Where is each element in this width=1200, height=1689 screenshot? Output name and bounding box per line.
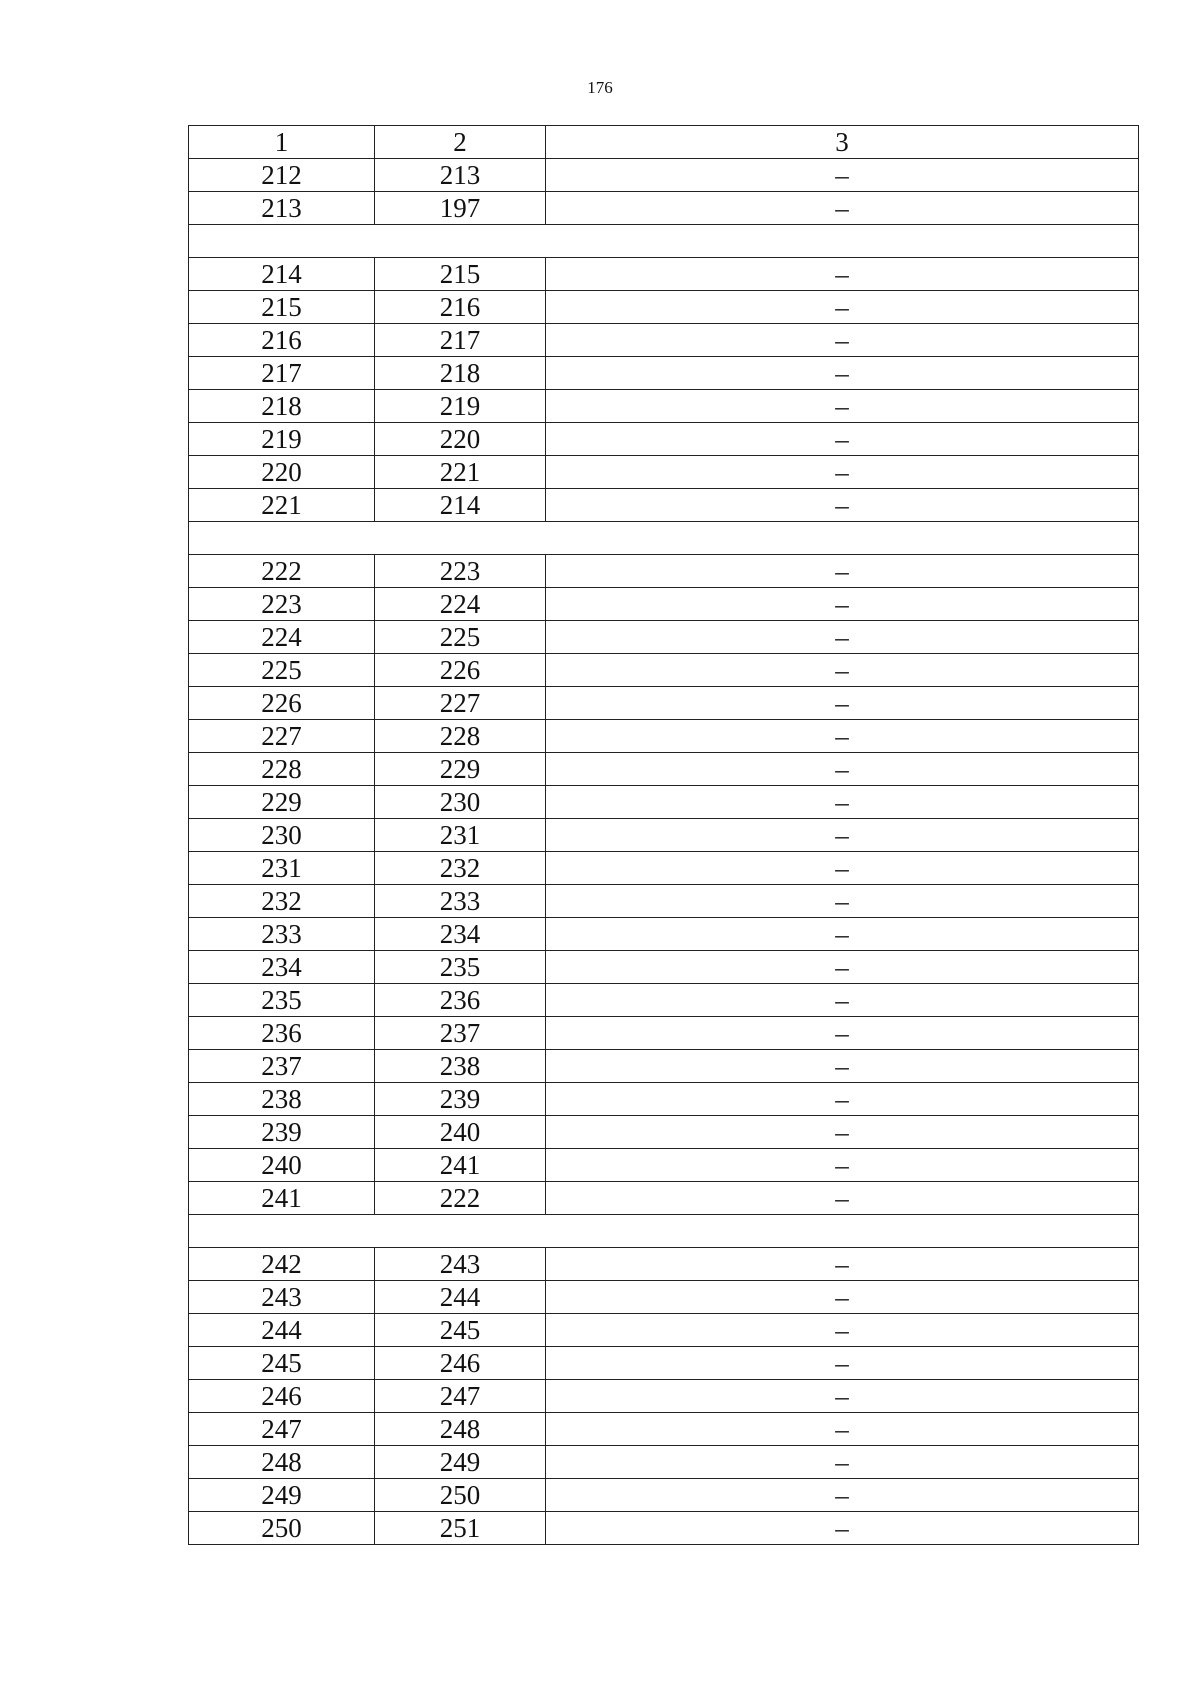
table-row [189, 786, 1139, 819]
cell-col3: – [546, 1248, 1139, 1281]
cell-col2: 238 [375, 1050, 546, 1083]
header-cell: 3 [546, 126, 1139, 159]
table-row [189, 1182, 1139, 1215]
cell-col3: – [546, 951, 1139, 984]
cell-col3: – [546, 753, 1139, 786]
cell-col1: 222 [189, 555, 375, 588]
cell-col1: 229 [189, 786, 375, 819]
table-row [189, 1413, 1139, 1446]
table-row [189, 456, 1139, 489]
cell-col2: 227 [375, 687, 546, 720]
cell-col2: 249 [375, 1446, 546, 1479]
cell-col3: – [546, 885, 1139, 918]
table-row [189, 489, 1139, 522]
group-separator-cell [189, 225, 1139, 258]
cell-col1: 220 [189, 456, 375, 489]
cell-col1: 221 [189, 489, 375, 522]
table-row [189, 390, 1139, 423]
cell-col3: – [546, 621, 1139, 654]
cell-col3: – [546, 291, 1139, 324]
table-row [189, 1050, 1139, 1083]
data-table [188, 125, 1139, 1545]
cell-col3: – [546, 159, 1139, 192]
cell-col2: 240 [375, 1116, 546, 1149]
cell-col3: – [546, 1479, 1139, 1512]
cell-col3: – [546, 852, 1139, 885]
cell-col3: – [546, 456, 1139, 489]
cell-col1: 245 [189, 1347, 375, 1380]
cell-col1: 219 [189, 423, 375, 456]
cell-col3: – [546, 687, 1139, 720]
cell-col1: 225 [189, 654, 375, 687]
group-separator-row [189, 522, 1139, 555]
cell-col2: 214 [375, 489, 546, 522]
cell-col3: – [546, 720, 1139, 753]
table-body [189, 126, 1139, 1545]
cell-col2: 234 [375, 918, 546, 951]
cell-col2: 197 [375, 192, 546, 225]
table-row [189, 324, 1139, 357]
group-separator-cell [189, 522, 1139, 555]
cell-col3: – [546, 1050, 1139, 1083]
cell-col1: 232 [189, 885, 375, 918]
group-separator-row [189, 1215, 1139, 1248]
cell-col3: – [546, 1380, 1139, 1413]
cell-col3: – [546, 1182, 1139, 1215]
cell-col2: 213 [375, 159, 546, 192]
cell-col2: 247 [375, 1380, 546, 1413]
cell-col1: 226 [189, 687, 375, 720]
cell-col2: 239 [375, 1083, 546, 1116]
cell-col2: 228 [375, 720, 546, 753]
table-row [189, 654, 1139, 687]
cell-col3: – [546, 1446, 1139, 1479]
cell-col3: – [546, 1017, 1139, 1050]
cell-col2: 235 [375, 951, 546, 984]
cell-col3: – [546, 588, 1139, 621]
table-row [189, 159, 1139, 192]
cell-col2: 223 [375, 555, 546, 588]
cell-col2: 237 [375, 1017, 546, 1050]
cell-col1: 216 [189, 324, 375, 357]
cell-col3: – [546, 555, 1139, 588]
cell-col1: 227 [189, 720, 375, 753]
cell-col2: 225 [375, 621, 546, 654]
table-row [189, 984, 1139, 1017]
cell-col3: – [546, 918, 1139, 951]
table-row [189, 1380, 1139, 1413]
cell-col2: 236 [375, 984, 546, 1017]
cell-col2: 215 [375, 258, 546, 291]
cell-col3: – [546, 1512, 1139, 1545]
table-row [189, 819, 1139, 852]
cell-col2: 231 [375, 819, 546, 852]
cell-col1: 223 [189, 588, 375, 621]
cell-col1: 247 [189, 1413, 375, 1446]
page-number: 176 [587, 78, 613, 97]
header-cell: 1 [189, 126, 375, 159]
cell-col2: 230 [375, 786, 546, 819]
cell-col1: 218 [189, 390, 375, 423]
cell-col1: 248 [189, 1446, 375, 1479]
table-row [189, 852, 1139, 885]
cell-col2: 216 [375, 291, 546, 324]
cell-col2: 248 [375, 1413, 546, 1446]
cell-col2: 250 [375, 1479, 546, 1512]
cell-col3: – [546, 654, 1139, 687]
cell-col2: 219 [375, 390, 546, 423]
cell-col2: 218 [375, 357, 546, 390]
table-row [189, 291, 1139, 324]
cell-col3: – [546, 390, 1139, 423]
cell-col2: 233 [375, 885, 546, 918]
cell-col1: 214 [189, 258, 375, 291]
cell-col2: 217 [375, 324, 546, 357]
cell-col2: 224 [375, 588, 546, 621]
cell-col1: 240 [189, 1149, 375, 1182]
table-row [189, 258, 1139, 291]
cell-col2: 244 [375, 1281, 546, 1314]
cell-col2: 220 [375, 423, 546, 456]
cell-col3: – [546, 1347, 1139, 1380]
cell-col1: 241 [189, 1182, 375, 1215]
cell-col3: – [546, 984, 1139, 1017]
cell-col2: 245 [375, 1314, 546, 1347]
cell-col3: – [546, 258, 1139, 291]
cell-col1: 243 [189, 1281, 375, 1314]
table-row [189, 918, 1139, 951]
cell-col2: 221 [375, 456, 546, 489]
cell-col3: – [546, 1083, 1139, 1116]
table-row [189, 192, 1139, 225]
cell-col3: – [546, 1116, 1139, 1149]
table-row [189, 621, 1139, 654]
table-row [189, 555, 1139, 588]
table-row [189, 1017, 1139, 1050]
cell-col3: – [546, 357, 1139, 390]
cell-col3: – [546, 1281, 1139, 1314]
cell-col1: 215 [189, 291, 375, 324]
cell-col1: 231 [189, 852, 375, 885]
cell-col3: – [546, 1413, 1139, 1446]
cell-col1: 249 [189, 1479, 375, 1512]
cell-col1: 212 [189, 159, 375, 192]
cell-col1: 217 [189, 357, 375, 390]
cell-col1: 213 [189, 192, 375, 225]
cell-col1: 250 [189, 1512, 375, 1545]
table-row [189, 588, 1139, 621]
cell-col3: – [546, 786, 1139, 819]
table-row [189, 1512, 1139, 1545]
table-row [189, 687, 1139, 720]
cell-col2: 232 [375, 852, 546, 885]
cell-col1: 230 [189, 819, 375, 852]
cell-col1: 228 [189, 753, 375, 786]
cell-col2: 251 [375, 1512, 546, 1545]
cell-col1: 246 [189, 1380, 375, 1413]
table-row [189, 1281, 1139, 1314]
cell-col2: 246 [375, 1347, 546, 1380]
group-separator-cell [189, 1215, 1139, 1248]
cell-col2: 226 [375, 654, 546, 687]
cell-col3: – [546, 1314, 1139, 1347]
cell-col1: 242 [189, 1248, 375, 1281]
cell-col2: 229 [375, 753, 546, 786]
table-row [189, 1446, 1139, 1479]
table-row [189, 1248, 1139, 1281]
cell-col3: – [546, 192, 1139, 225]
cell-col1: 237 [189, 1050, 375, 1083]
table-row [189, 885, 1139, 918]
header-cell: 2 [375, 126, 546, 159]
group-separator-row [189, 225, 1139, 258]
cell-col3: – [546, 324, 1139, 357]
cell-col1: 224 [189, 621, 375, 654]
table-row [189, 753, 1139, 786]
cell-col3: – [546, 423, 1139, 456]
table-row [189, 1083, 1139, 1116]
table-row [189, 423, 1139, 456]
cell-col3: – [546, 489, 1139, 522]
table-row [189, 1479, 1139, 1512]
cell-col1: 236 [189, 1017, 375, 1050]
cell-col1: 239 [189, 1116, 375, 1149]
cell-col1: 244 [189, 1314, 375, 1347]
table-row [189, 1347, 1139, 1380]
cell-col3: – [546, 819, 1139, 852]
cell-col1: 234 [189, 951, 375, 984]
table-row [189, 951, 1139, 984]
table-row [189, 1149, 1139, 1182]
cell-col2: 243 [375, 1248, 546, 1281]
cell-col1: 233 [189, 918, 375, 951]
cell-col2: 222 [375, 1182, 546, 1215]
cell-col3: – [546, 1149, 1139, 1182]
table-row [189, 1314, 1139, 1347]
cell-col1: 235 [189, 984, 375, 1017]
header-row [189, 126, 1139, 159]
table-row [189, 1116, 1139, 1149]
cell-col1: 238 [189, 1083, 375, 1116]
cell-col2: 241 [375, 1149, 546, 1182]
table-row [189, 720, 1139, 753]
table-row [189, 357, 1139, 390]
